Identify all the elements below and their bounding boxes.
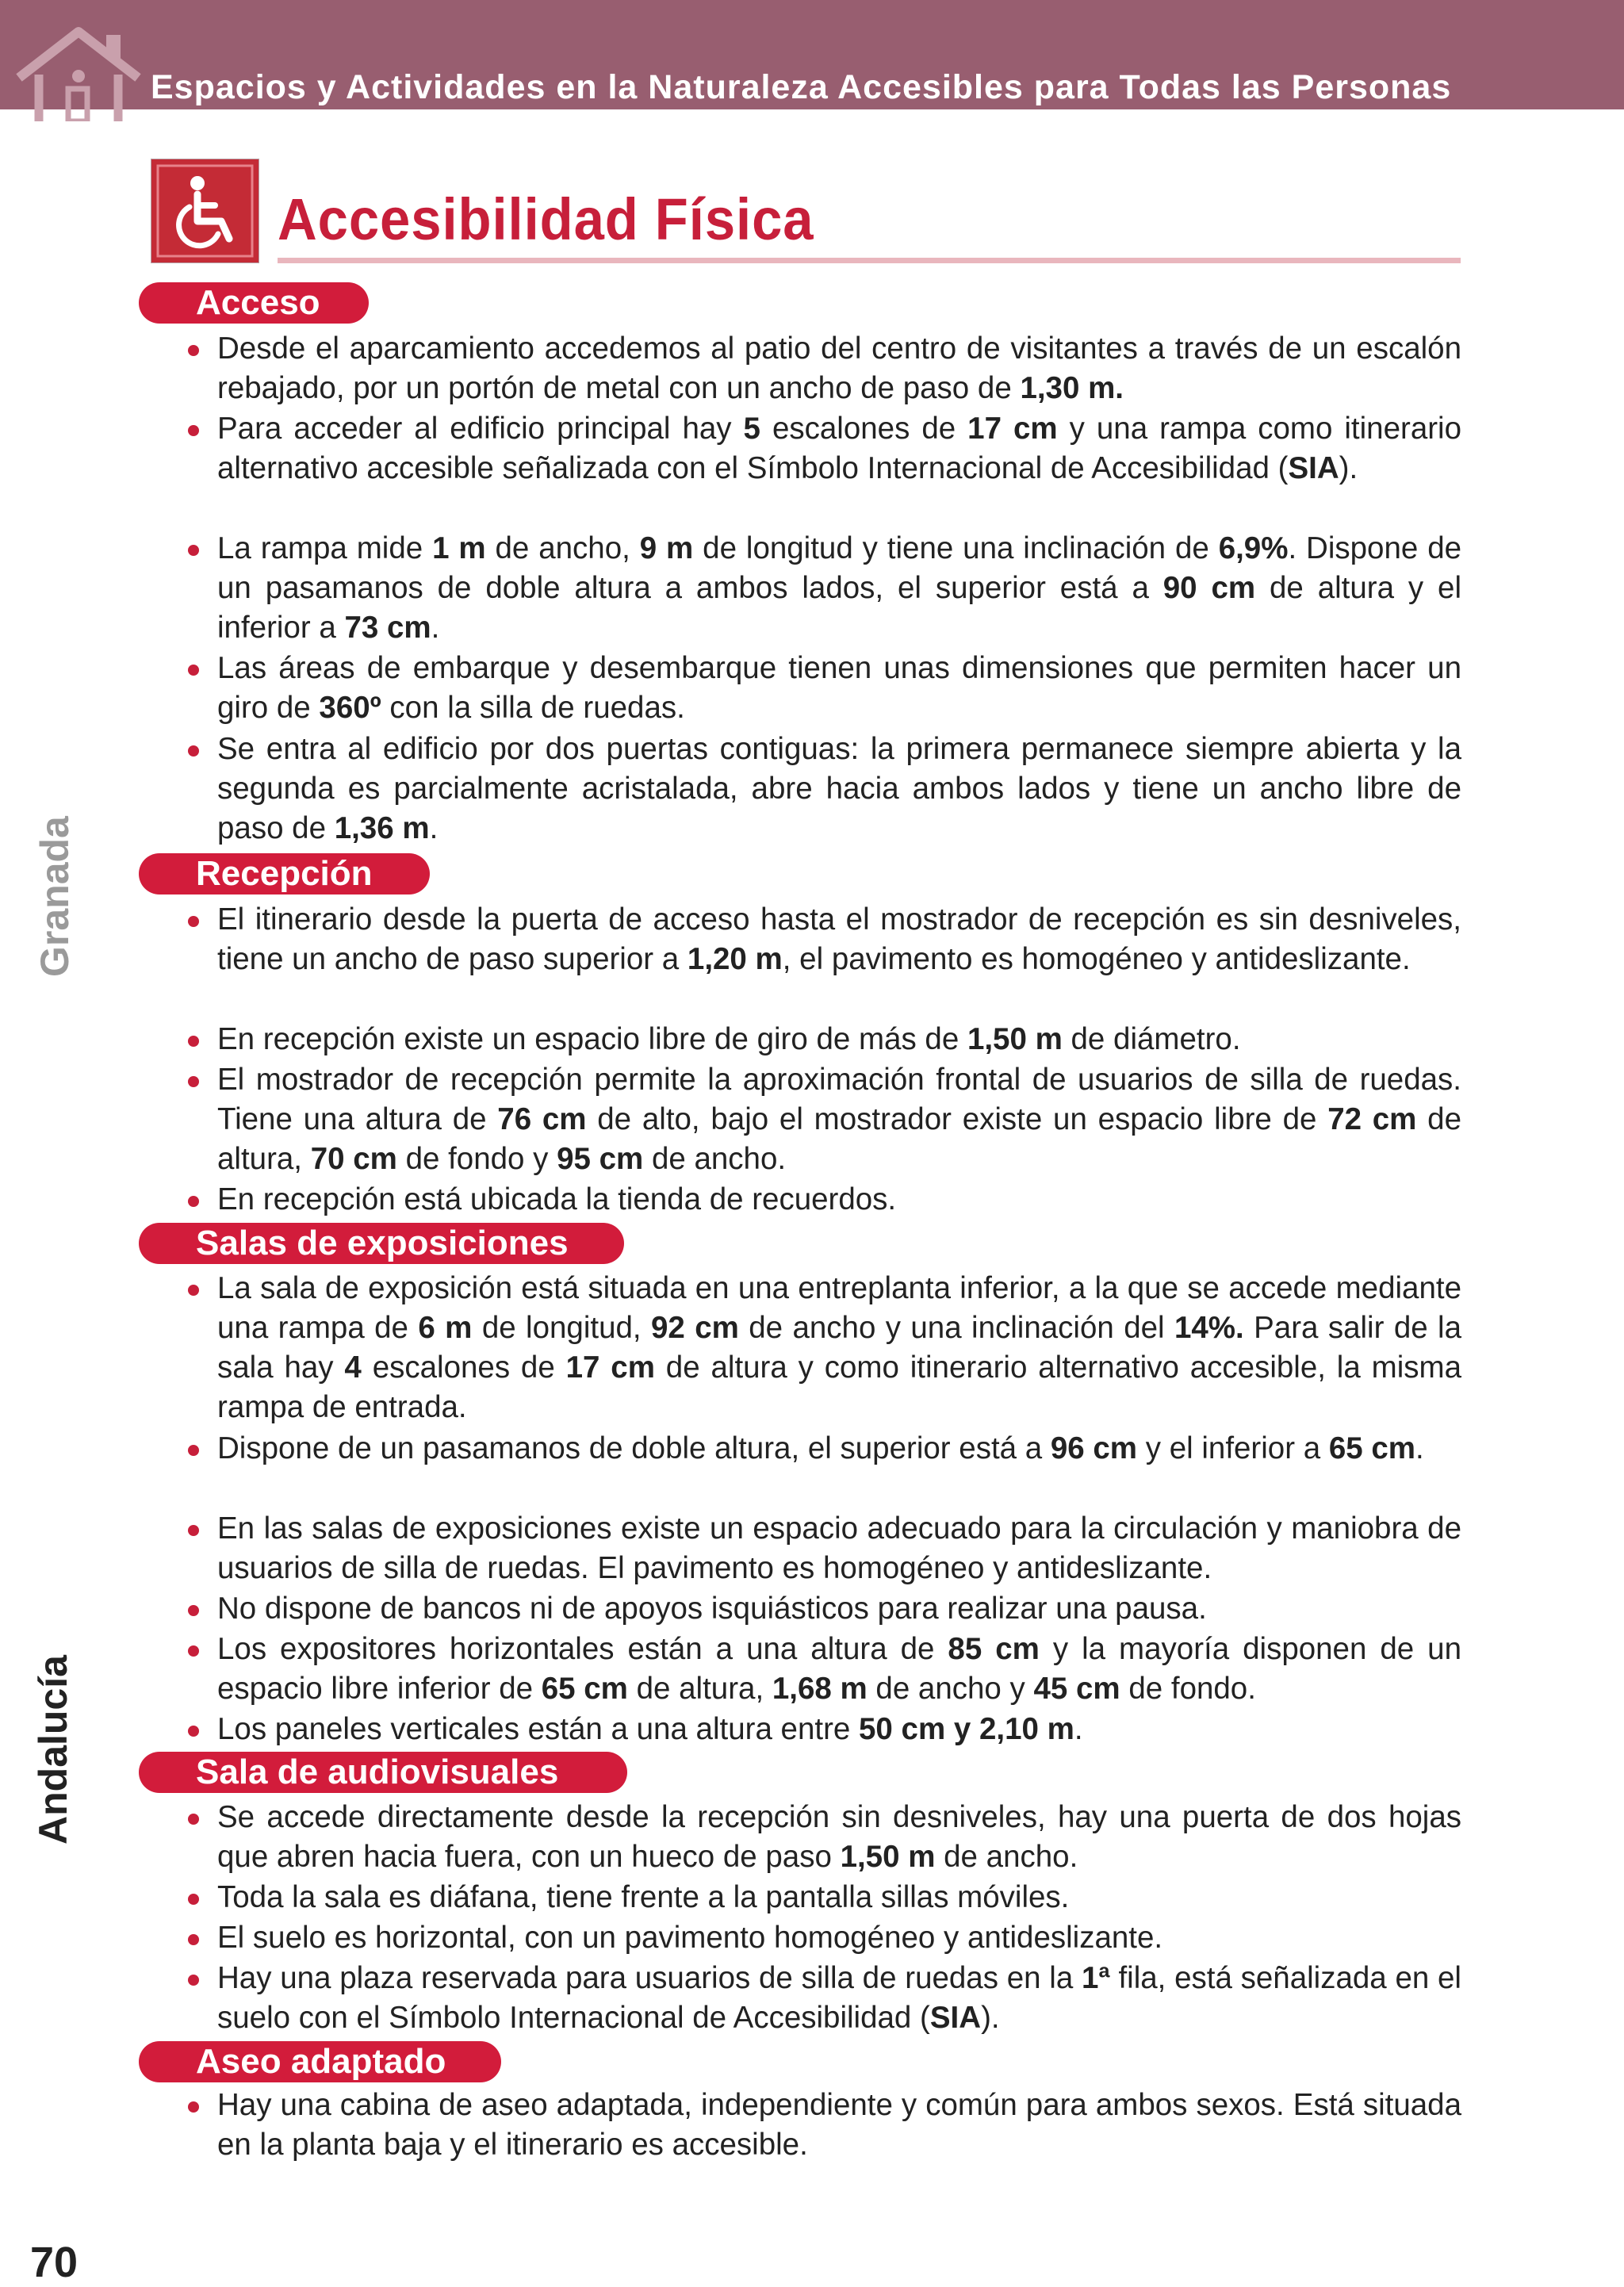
list-item: Hay una cabina de aseo adaptada, independiente y común para ambos sexos. Está situada en la planta baja y el itinerario es accesible. [185, 2086, 1461, 2165]
list-item: Se entra al edificio por dos puertas contiguas: la primera permanece siempre abierta y la segunda es parcialmente acristalada, abre hacia ambos lados y tiene un ancho libre de paso de 1,36 m. [185, 730, 1461, 849]
list-item: El itinerario desde la puerta de acceso hasta el mostrador de recepción es sin desniveles, tiene un ancho de paso superior a 1,20 m, el pavimento es homogéneo y antideslizante. [185, 900, 1461, 979]
list-item: En las salas de exposiciones existe un espacio adecuado para la circulación y maniobra de usuarios de silla de ruedas. El pavimento es homogéneo y antideslizante. [185, 1509, 1461, 1588]
section-heading-aseo-adaptado: Aseo adaptado [139, 2041, 501, 2082]
list-item: Hay una plaza reservada para usuarios de silla de ruedas en la 1ª fila, está señalizada en el suelo con el Símbolo Internacional de Accesibilidad (SIA). [185, 1959, 1461, 2038]
section-heading-acceso: Acceso [139, 282, 369, 324]
sidebar-province: Granada [33, 816, 77, 977]
sidebar-region: Andalucía [31, 1655, 75, 1845]
section-heading-recepcion: Recepción [139, 853, 430, 894]
list-item: El suelo es horizontal, con un pavimento homogéneo y antideslizante. [185, 1918, 1461, 1958]
list-item: La rampa mide 1 m de ancho, 9 m de longitud y tiene una inclinación de 6,9%. Dispone de un pasamanos de doble altura a ambos lados, el superior está a 90 cm de altura y el inferior a 73 cm. [185, 529, 1461, 648]
page-title: Accesibilidad Física [278, 186, 814, 252]
title-divider [278, 258, 1461, 263]
list-item: La sala de exposición está situada en una entreplanta inferior, a la que se accede mediante una rampa de 6 m de longitud, 92 cm de ancho y una inclinación del 14%. Para salir de la sala hay 4 escalones de 17 cm de altura y como itinerario alternativo accesible, la misma rampa de entrada. [185, 1269, 1461, 1427]
list-item: Se accede directamente desde la recepción sin desniveles, hay una puerta de dos hojas que abren hacia fuera, con un hueco de paso 1,50 m de ancho. [185, 1798, 1461, 1877]
house-icon [11, 22, 146, 121]
section-heading-salas-exposiciones: Salas de exposiciones [139, 1223, 624, 1264]
list-item: Toda la sala es diáfana, tiene frente a la pantalla sillas móviles. [185, 1878, 1461, 1917]
header-title: Espacios y Actividades en la Naturaleza Accesibles para Todas las Personas [151, 68, 1452, 106]
list-item: No dispone de bancos ni de apoyos isquiásticos para realizar una pausa. [185, 1589, 1461, 1629]
list-item: Las áreas de embarque y desembarque tienen unas dimensiones que permiten hacer un giro de 360º con la silla de ruedas. [185, 649, 1461, 728]
list-item: Para acceder al edificio principal hay 5 escalones de 17 cm y una rampa como itinerario alternativo accesible señalizada con el Símbolo Internacional de Accesibilidad (SIA). [185, 409, 1461, 488]
page-number: 70 [30, 2239, 79, 2286]
list-item: Desde el aparcamiento accedemos al patio del centro de visitantes a través de un escalón rebajado, por un portón de metal con un ancho de paso de 1,30 m. [185, 329, 1461, 408]
wheelchair-icon [151, 159, 259, 263]
list-item: Los expositores horizontales están a una altura de 85 cm y la mayoría disponen de un espacio libre inferior de 65 cm de altura, 1,68 m de ancho y 45 cm de fondo. [185, 1630, 1461, 1709]
list-item: El mostrador de recepción permite la aproximación frontal de usuarios de silla de ruedas. Tiene una altura de 76 cm de alto, bajo el mostrador existe un espacio libre de 72 cm de altura, 70 cm de fondo y 95 cm de ancho. [185, 1060, 1461, 1179]
list-item: En recepción está ubicada la tienda de recuerdos. [185, 1180, 1461, 1220]
section-heading-sala-audiovisuales: Sala de audiovisuales [139, 1752, 627, 1793]
list-item: En recepción existe un espacio libre de giro de más de 1,50 m de diámetro. [185, 1020, 1461, 1059]
list-item: Los paneles verticales están a una altura entre 50 cm y 2,10 m. [185, 1710, 1461, 1749]
list-item: Dispone de un pasamanos de doble altura, el superior está a 96 cm y el inferior a 65 cm. [185, 1429, 1461, 1469]
